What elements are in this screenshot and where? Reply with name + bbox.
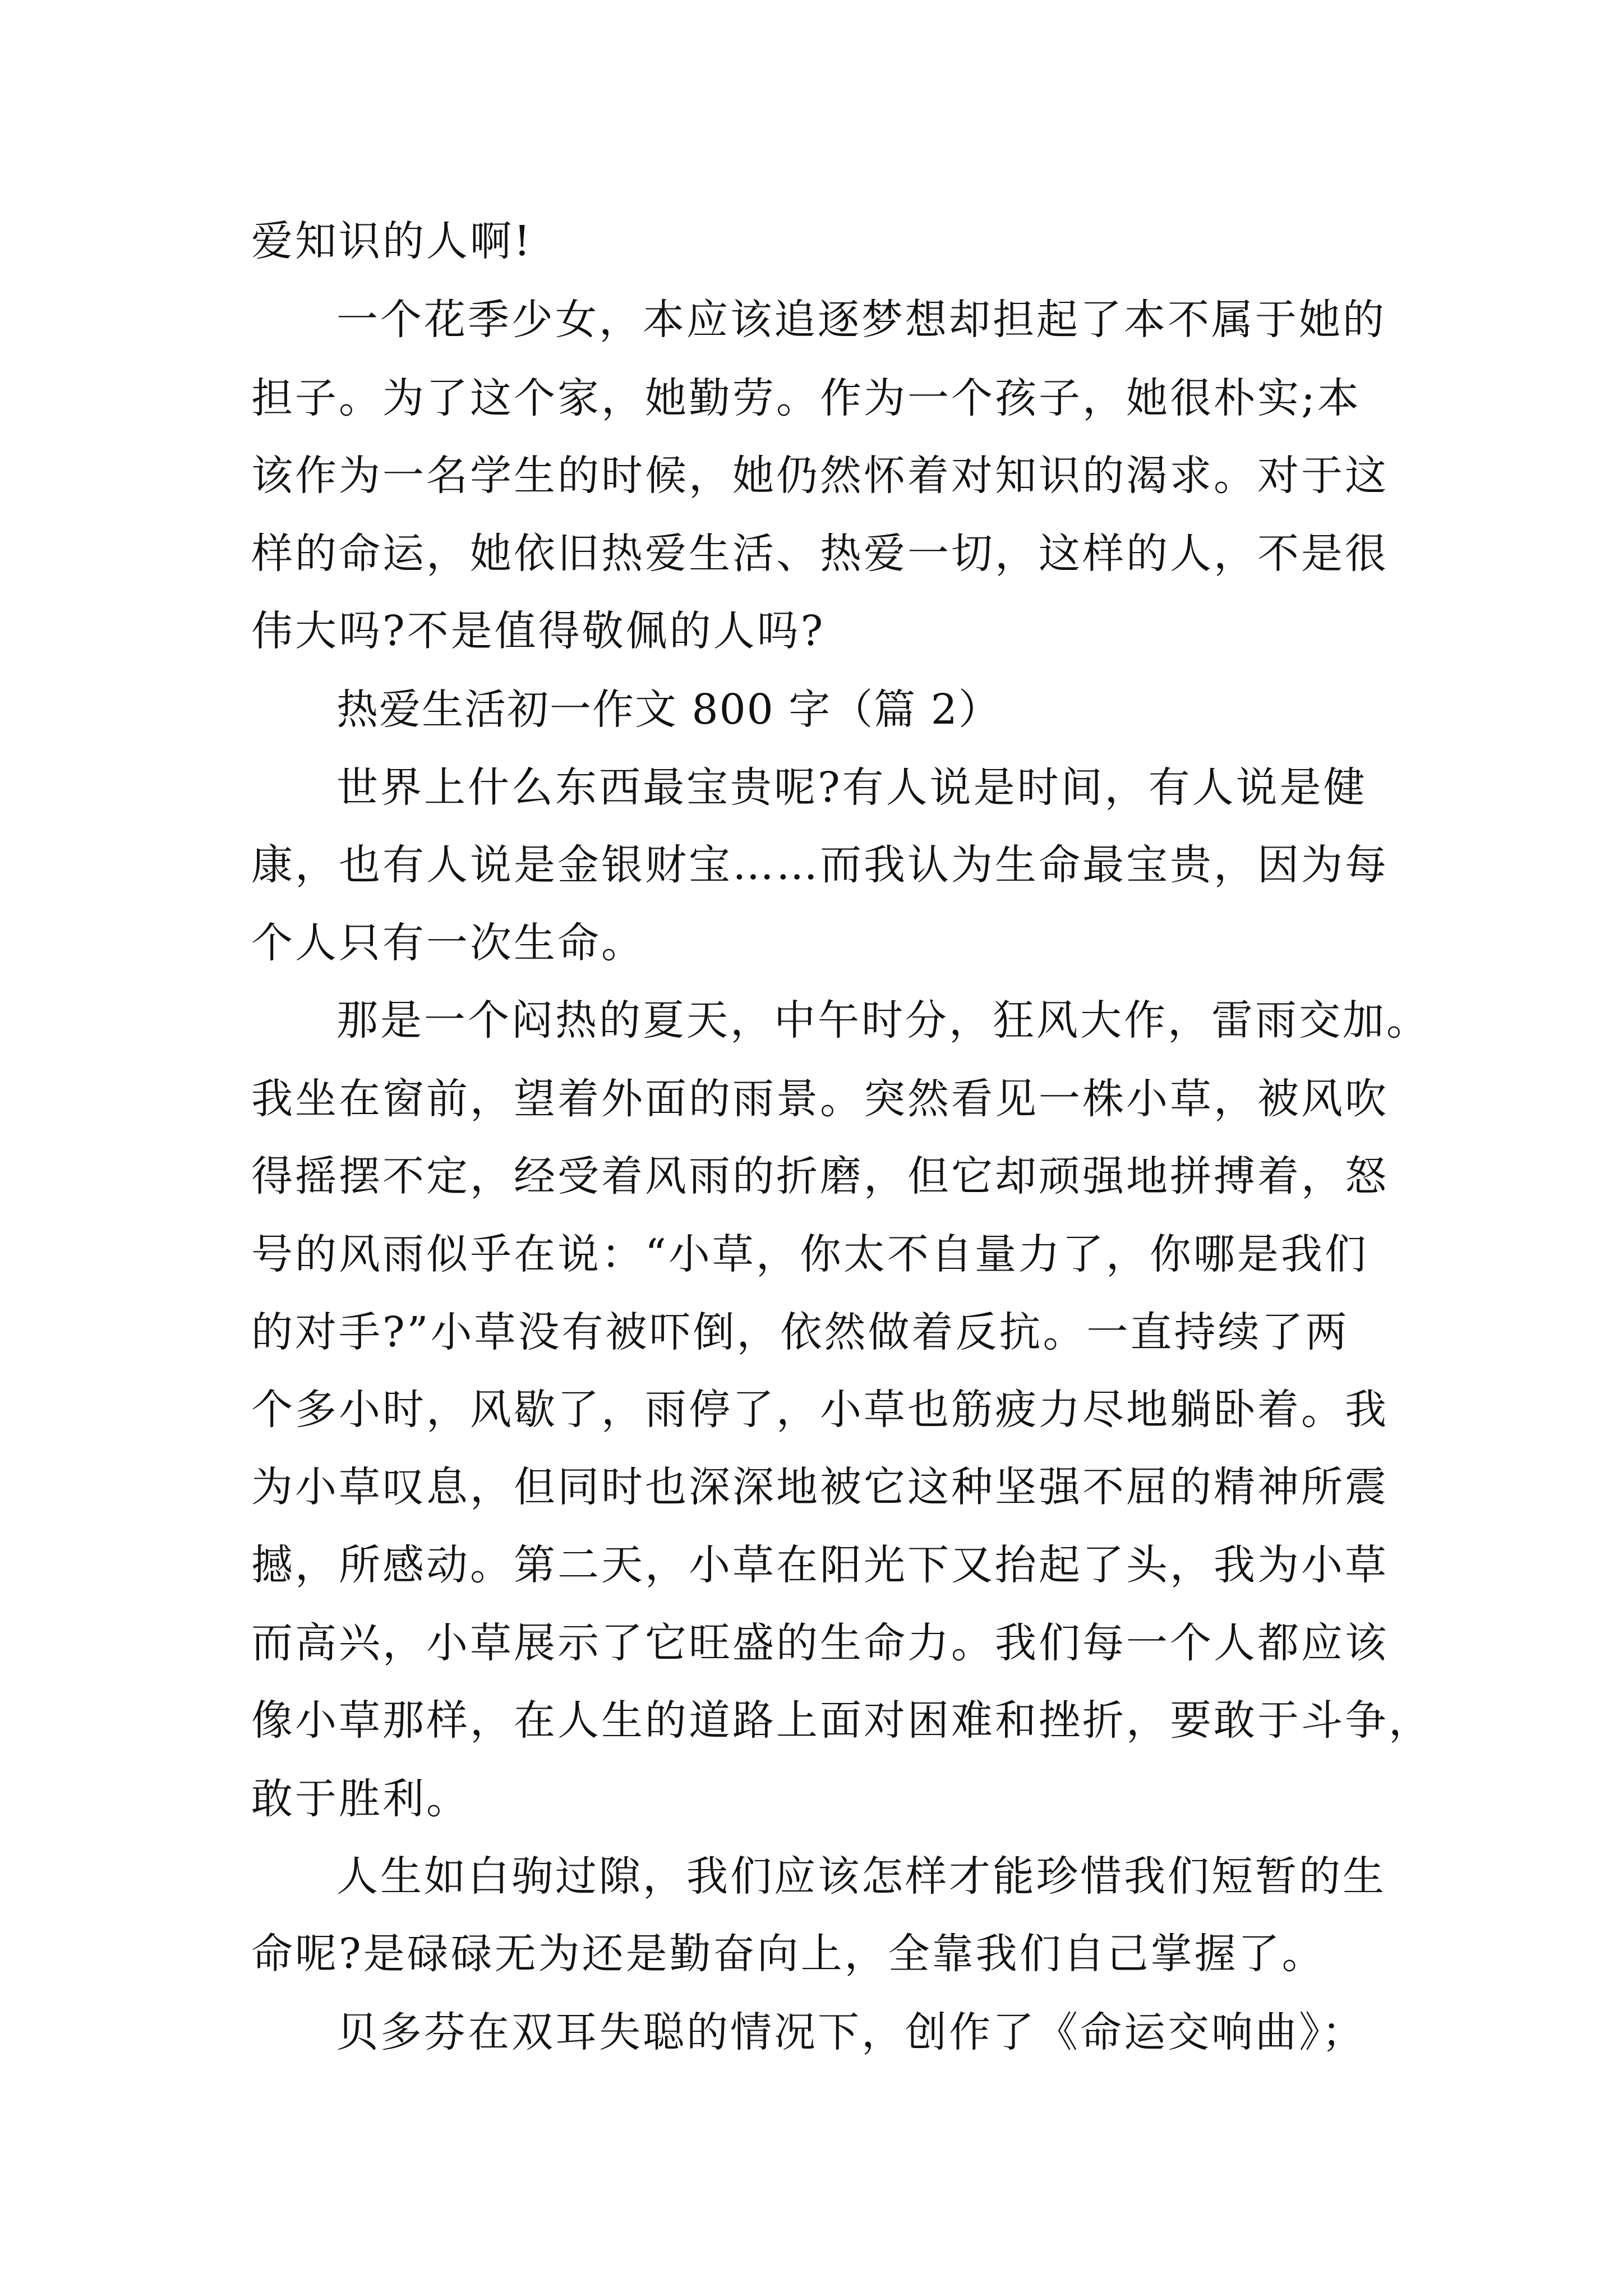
text-line-22: 人生如白驹过隙，我们应该怎样才能珍惜我们短暂的生 <box>336 1852 1386 1901</box>
text-line-9: 康，也有人说是金银财宝……而我认为生命最宝贵，因为每 <box>251 841 1389 889</box>
text-line-21: 敢于胜利。 <box>251 1775 470 1823</box>
text-line-5: 样的命运，她依旧热爱生活、热爱一切，这样的人，不是很 <box>251 530 1389 578</box>
text-line-16: 个多小时，风歇了，雨停了，小草也筋疲力尽地躺卧着。我 <box>251 1386 1389 1434</box>
text-line-24: 贝多芬在双耳失聪的情况下，创作了《命运交响曲》； <box>336 2008 1366 2056</box>
text-line-23: 命呢?是碌碌无为还是勤奋向上，全靠我们自己掌握了。 <box>251 1930 1326 1978</box>
text-line-1: 爱知识的人啊! <box>251 217 533 265</box>
text-line-12: 我坐在窗前，望着外面的雨景。突然看见一株小草，被风吹 <box>251 1075 1389 1123</box>
text-line-18: 撼，所感动。第二天，小草在阳光下又抬起了头，我为小草 <box>251 1541 1389 1589</box>
text-line-10: 个人只有一次生命。 <box>251 919 645 967</box>
text-line-8: 世界上什么东西最宝贵呢?有人说是时间，有人说是健 <box>336 763 1367 812</box>
text-line-11: 那是一个闷热的夏天，中午时分，狂风大作，雷雨交加。 <box>336 996 1430 1045</box>
section-heading: 热爱生活初一作文 800 字（篇 2） <box>336 685 1001 734</box>
text-line-2: 一个花季少女，本应该追逐梦想却担起了本不属于她的 <box>336 296 1386 344</box>
text-line-19: 而高兴，小草展示了它旺盛的生命力。我们每一个人都应该 <box>251 1619 1389 1667</box>
text-line-20: 像小草那样，在人生的道路上面对困难和挫折，要敢于斗争， <box>251 1696 1432 1745</box>
text-line-4: 该作为一名学生的时候，她仍然怀着对知识的渴求。对于这 <box>251 452 1389 500</box>
text-line-13: 得摇摆不定，经受着风雨的折磨，但它却顽强地拼搏着，怒 <box>251 1152 1389 1200</box>
text-line-14: 号的风雨似乎在说：“小草，你太不自量力了，你哪是我们 <box>251 1230 1368 1278</box>
text-line-17: 为小草叹息，但同时也深深地被它这种坚强不屈的精神所震 <box>251 1463 1389 1511</box>
text-line-15: 的对手?”小草没有被吓倒，依然做着反抗。一直持续了两 <box>251 1308 1349 1356</box>
text-line-6: 伟大吗?不是值得敬佩的人吗? <box>251 607 826 655</box>
text-line-3: 担子。为了这个家，她勤劳。作为一个孩子，她很朴实;本 <box>251 374 1361 422</box>
